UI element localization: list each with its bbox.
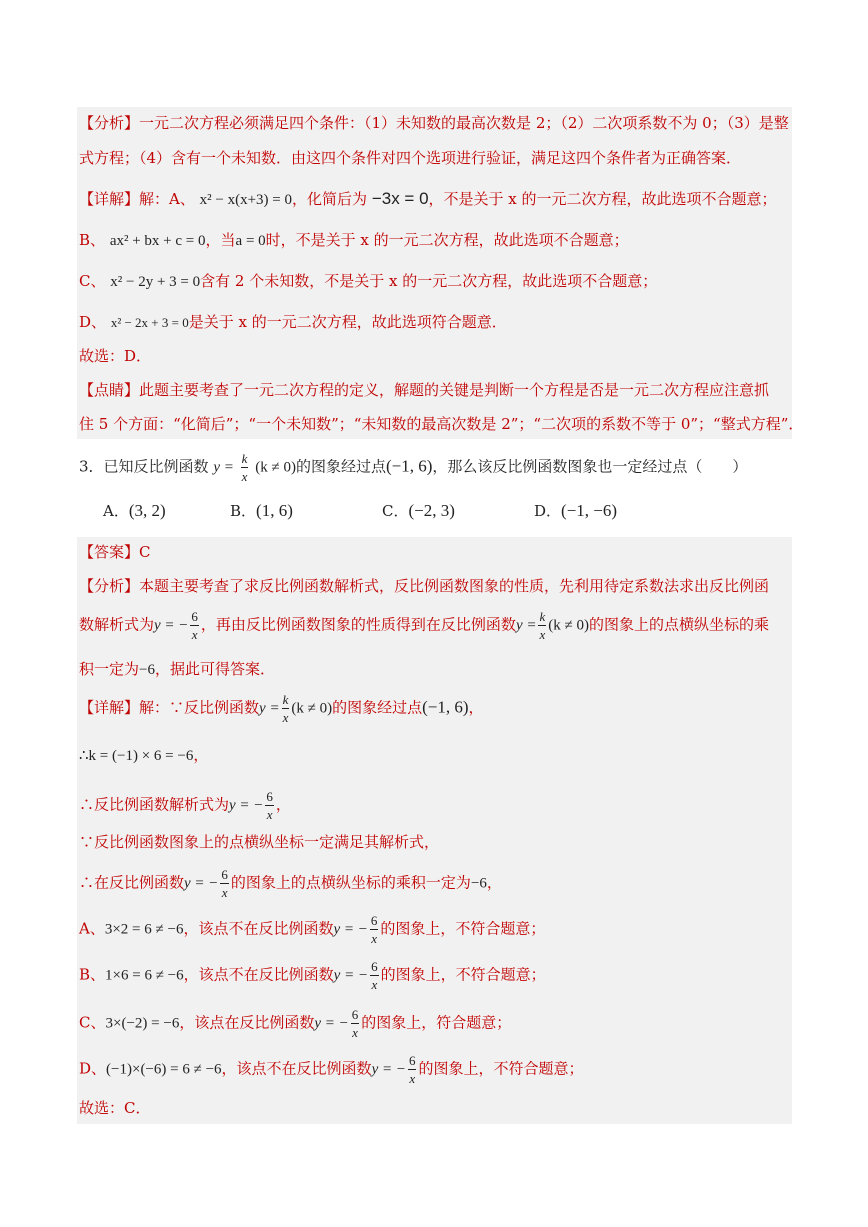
fraction-denominator: x xyxy=(282,710,289,725)
b-mid: ，当 xyxy=(205,231,236,249)
c-prefix: C、 xyxy=(79,272,106,290)
analysis-tag: 【分析】 xyxy=(79,114,140,132)
reason-a-tail: 的图象上，不符合题意； xyxy=(380,919,546,938)
choose-line-1 xyxy=(79,346,151,366)
comment-line-2 xyxy=(79,414,803,434)
fraction-numerator: 6 xyxy=(370,913,378,928)
analysis2-line-1 xyxy=(79,576,769,596)
comment-text-2: 住 5 个方面：“化简后”；“一个未知数”；“未知数的最高次数是 2”；“二次项的系数不等于 0”；“整式方程”． xyxy=(79,415,804,433)
analysis2-tag: 【分析】 xyxy=(79,577,140,595)
detail2-point: (−1, 6) xyxy=(422,697,469,717)
analysis2-condition: (k ≠ 0) xyxy=(548,617,589,634)
question-point: (−1, 6) xyxy=(385,456,433,476)
option-b-label: B． xyxy=(230,502,257,520)
choose-text-2: 故选：C． xyxy=(79,1099,151,1117)
analysis-text-2: 式方程；（4）含有一个未知数．由这四个条件对四个选项进行验证，满足这四个条件者为正确答案． xyxy=(79,149,742,167)
detail2-text-i: ， xyxy=(486,873,502,892)
detail2-line-5 xyxy=(79,868,502,899)
analysis2-line-2 xyxy=(79,610,769,641)
reason-c-mid: ，该点在反比例函数 xyxy=(179,1013,315,1032)
reason-d-equation: (−1)×(−6) = 6 ≠ −6 xyxy=(106,1061,222,1078)
analysis-line-1 xyxy=(79,113,789,133)
detail-tag: 【详解】 xyxy=(79,190,140,208)
analysis2-line-3 xyxy=(79,659,275,680)
reason-a-fraction xyxy=(370,914,379,945)
k-calc-end: ， xyxy=(193,746,209,764)
detail2-text-d: ∴反比例函数解析式为 xyxy=(79,795,230,814)
c-tail: 含有 2 个未知数，不是关于 x 的一元二次方程，故此选项不合题意； xyxy=(200,272,658,290)
analysis2-text: 本题主要考查了求反比例函数解析式，反比例函数图象的性质，先利用待定系数法求出反比例函 xyxy=(139,577,770,595)
fraction-numerator: k xyxy=(241,451,248,466)
question-text-mid: 的图象经过点 xyxy=(295,457,386,476)
fraction-denominator: x xyxy=(371,931,378,946)
analysis-line-2 xyxy=(79,148,741,168)
b-tail: 时，不是关于 x 的一元二次方程，故此选项不合题意； xyxy=(265,231,629,249)
fraction-denominator: x xyxy=(371,977,378,992)
option-a-label: A． xyxy=(103,502,129,520)
equation-d: x² − 2x + 3 = 0 xyxy=(110,315,189,330)
option-c-label: C． xyxy=(382,502,409,520)
question-fraction xyxy=(241,452,249,483)
fraction-numerator: 6 xyxy=(266,789,273,804)
fraction-numerator: 6 xyxy=(371,959,378,974)
equation-a: x² − x(x+3) = 0 xyxy=(199,192,293,208)
fraction-denominator: x xyxy=(409,1071,416,1086)
reason-line-c xyxy=(79,1008,511,1039)
option-a-value: (3, 2) xyxy=(128,501,166,520)
detail2-text-e: ， xyxy=(275,795,291,814)
option-a[interactable] xyxy=(103,500,166,521)
reason-a-prefix: A、 xyxy=(79,919,105,938)
condition-b: a = 0 xyxy=(235,233,266,249)
reason-a-func: y = − xyxy=(333,921,368,938)
option-b-value: (1, 6) xyxy=(256,501,293,520)
detail-line-b xyxy=(79,230,629,251)
detail2-value: −6 xyxy=(470,875,487,892)
detail2-fraction-5 xyxy=(220,868,229,899)
reason-b-fraction xyxy=(370,960,379,991)
question-text-after: ，那么该反比例函数图象也一定经过点（ ） xyxy=(432,457,748,476)
detail-mid: ，化简后为 xyxy=(292,190,368,208)
option-d-label: D． xyxy=(534,502,562,520)
k-calculation: ∴k = (−1) × 6 = −6 xyxy=(79,748,194,764)
detail2-line-1 xyxy=(79,693,484,724)
fraction-numerator: 6 xyxy=(351,1007,359,1022)
detail2-line-4 xyxy=(79,832,439,852)
fraction-numerator: 6 xyxy=(221,867,228,882)
reason-b-func: y = − xyxy=(333,967,369,984)
detail-prefix: 解：A、 xyxy=(139,190,195,208)
analysis2-fraction-2 xyxy=(538,610,546,641)
fraction-denominator: x xyxy=(352,1025,358,1040)
detail-line-c xyxy=(79,271,657,292)
reason-b-mid: ，该点不在反比例函数 xyxy=(183,965,334,984)
option-b[interactable] xyxy=(230,500,293,521)
option-c[interactable] xyxy=(382,500,455,521)
fraction-numerator: k xyxy=(282,692,289,707)
detail2-fraction xyxy=(282,693,290,724)
fraction-numerator: 6 xyxy=(191,609,198,624)
reason-c-tail: 的图象上，符合题意； xyxy=(361,1013,512,1032)
reason-c-equation: 3×(−2) = −6 xyxy=(105,1015,180,1032)
question-func: y = xyxy=(213,459,234,476)
option-d-value: (−1, −6) xyxy=(561,501,618,520)
fraction-denominator: x xyxy=(241,469,248,484)
detail2-tag: 【详解】 xyxy=(79,698,140,717)
choose-line-2 xyxy=(79,1098,150,1118)
detail2-text-g: ∴在反比例函数 xyxy=(79,873,185,892)
analysis2-fraction xyxy=(190,610,199,641)
reason-d-fraction xyxy=(408,1054,417,1085)
answer-line xyxy=(79,542,151,562)
fraction-denominator: x xyxy=(266,807,273,822)
analysis-text: 一元二次方程必须满足四个条件：（1）未知数的最高次数是 2；（2）二次项系数不为 0；（3）是整 xyxy=(139,114,789,132)
reason-b-tail: 的图象上，不符合题意； xyxy=(380,965,546,984)
reason-a-equation: 3×2 = 6 ≠ −6 xyxy=(104,921,184,938)
detail2-func: y = xyxy=(259,700,280,717)
reason-a-mid: ，该点不在反比例函数 xyxy=(183,919,334,938)
analysis2-value: −6 xyxy=(139,662,155,678)
question-condition: (k ≠ 0) xyxy=(255,459,296,476)
detail2-condition: (k ≠ 0) xyxy=(291,700,333,717)
detail-tail: ，不是关于 x 的一元二次方程，故此选项不合题意； xyxy=(428,190,777,208)
comment-line-1 xyxy=(79,380,769,400)
detail2-line-3 xyxy=(79,790,291,821)
option-c-value: (−2, 3) xyxy=(408,501,455,520)
question-number: 3． xyxy=(79,457,104,476)
detail2-text-f: ∵反比例函数图象上的点横纵坐标一定满足其解析式， xyxy=(79,833,440,851)
reason-d-prefix: D、 xyxy=(79,1059,107,1078)
detail2-func-5: y = − xyxy=(184,875,219,892)
option-d[interactable] xyxy=(534,500,617,521)
question-3 xyxy=(79,452,747,483)
simplified-a: −3x = 0 xyxy=(371,189,429,208)
equation-c: x² − 2y + 3 = 0 xyxy=(110,274,201,290)
fraction-numerator: k xyxy=(539,609,546,624)
detail2-text-h: 的图象上的点横纵坐标的乘积一定为 xyxy=(230,873,471,892)
reason-line-b xyxy=(79,960,546,991)
fraction-denominator: x xyxy=(191,627,198,642)
reason-b-equation: 1×6 = 6 ≠ −6 xyxy=(105,967,184,984)
detail2-text-a: 解：∵反比例函数 xyxy=(139,698,260,717)
reason-c-func: y = − xyxy=(314,1015,349,1032)
analysis2-text-e: ，据此可得答案． xyxy=(154,660,275,678)
detail-line-d xyxy=(79,312,507,333)
analysis2-func-2: y = xyxy=(515,617,537,634)
d-tail: 是关于 x 的一元二次方程，故此选项符合题意． xyxy=(188,313,507,331)
detail2-text-b: 的图象经过点 xyxy=(332,698,423,717)
reason-d-tail: 的图象上，不符合题意； xyxy=(418,1059,584,1078)
fraction-denominator: x xyxy=(539,627,546,642)
reason-line-a xyxy=(79,914,545,945)
detail2-line-2 xyxy=(79,745,208,766)
reason-b-prefix: B、 xyxy=(79,965,106,984)
d-prefix: D、 xyxy=(79,313,107,331)
analysis2-text-c: 的图象上的点横纵坐标的乘 xyxy=(588,615,769,634)
reason-c-fraction xyxy=(351,1008,360,1039)
answer-value: C xyxy=(139,543,151,561)
answer-tag: 【答案】 xyxy=(79,543,140,561)
detail-line-a xyxy=(79,189,777,210)
analysis2-text-d: 积一定为 xyxy=(79,660,140,678)
comment-text: 此题主要考查了一元二次方程的定义，解题的关键是判断一个方程是否是一元二次方程应注意抓 xyxy=(139,381,770,399)
analysis2-text-b: ，再由反比例函数图象的性质得到在反比例函数 xyxy=(200,615,516,634)
equation-b: ax² + bx + c = 0 xyxy=(109,233,206,249)
b-prefix: B、 xyxy=(79,231,106,249)
fraction-numerator: 6 xyxy=(408,1053,416,1068)
reason-c-prefix: C、 xyxy=(79,1013,106,1032)
analysis2-text-a: 数解析式为 xyxy=(79,615,155,634)
choose-text-1: 故选：D． xyxy=(79,347,152,365)
question-text-before: 已知反比例函数 xyxy=(103,457,209,476)
reason-line-d xyxy=(79,1054,583,1085)
detail2-fraction-3 xyxy=(265,790,274,821)
detail2-func-3: y = − xyxy=(229,797,264,814)
reason-d-func: y = − xyxy=(371,1061,406,1078)
detail2-text-c: ， xyxy=(468,698,484,717)
analysis2-func: y = − xyxy=(154,617,189,634)
comment-tag: 【点睛】 xyxy=(79,381,140,399)
reason-d-mid: ，该点不在反比例函数 xyxy=(221,1059,372,1078)
fraction-denominator: x xyxy=(221,885,228,900)
